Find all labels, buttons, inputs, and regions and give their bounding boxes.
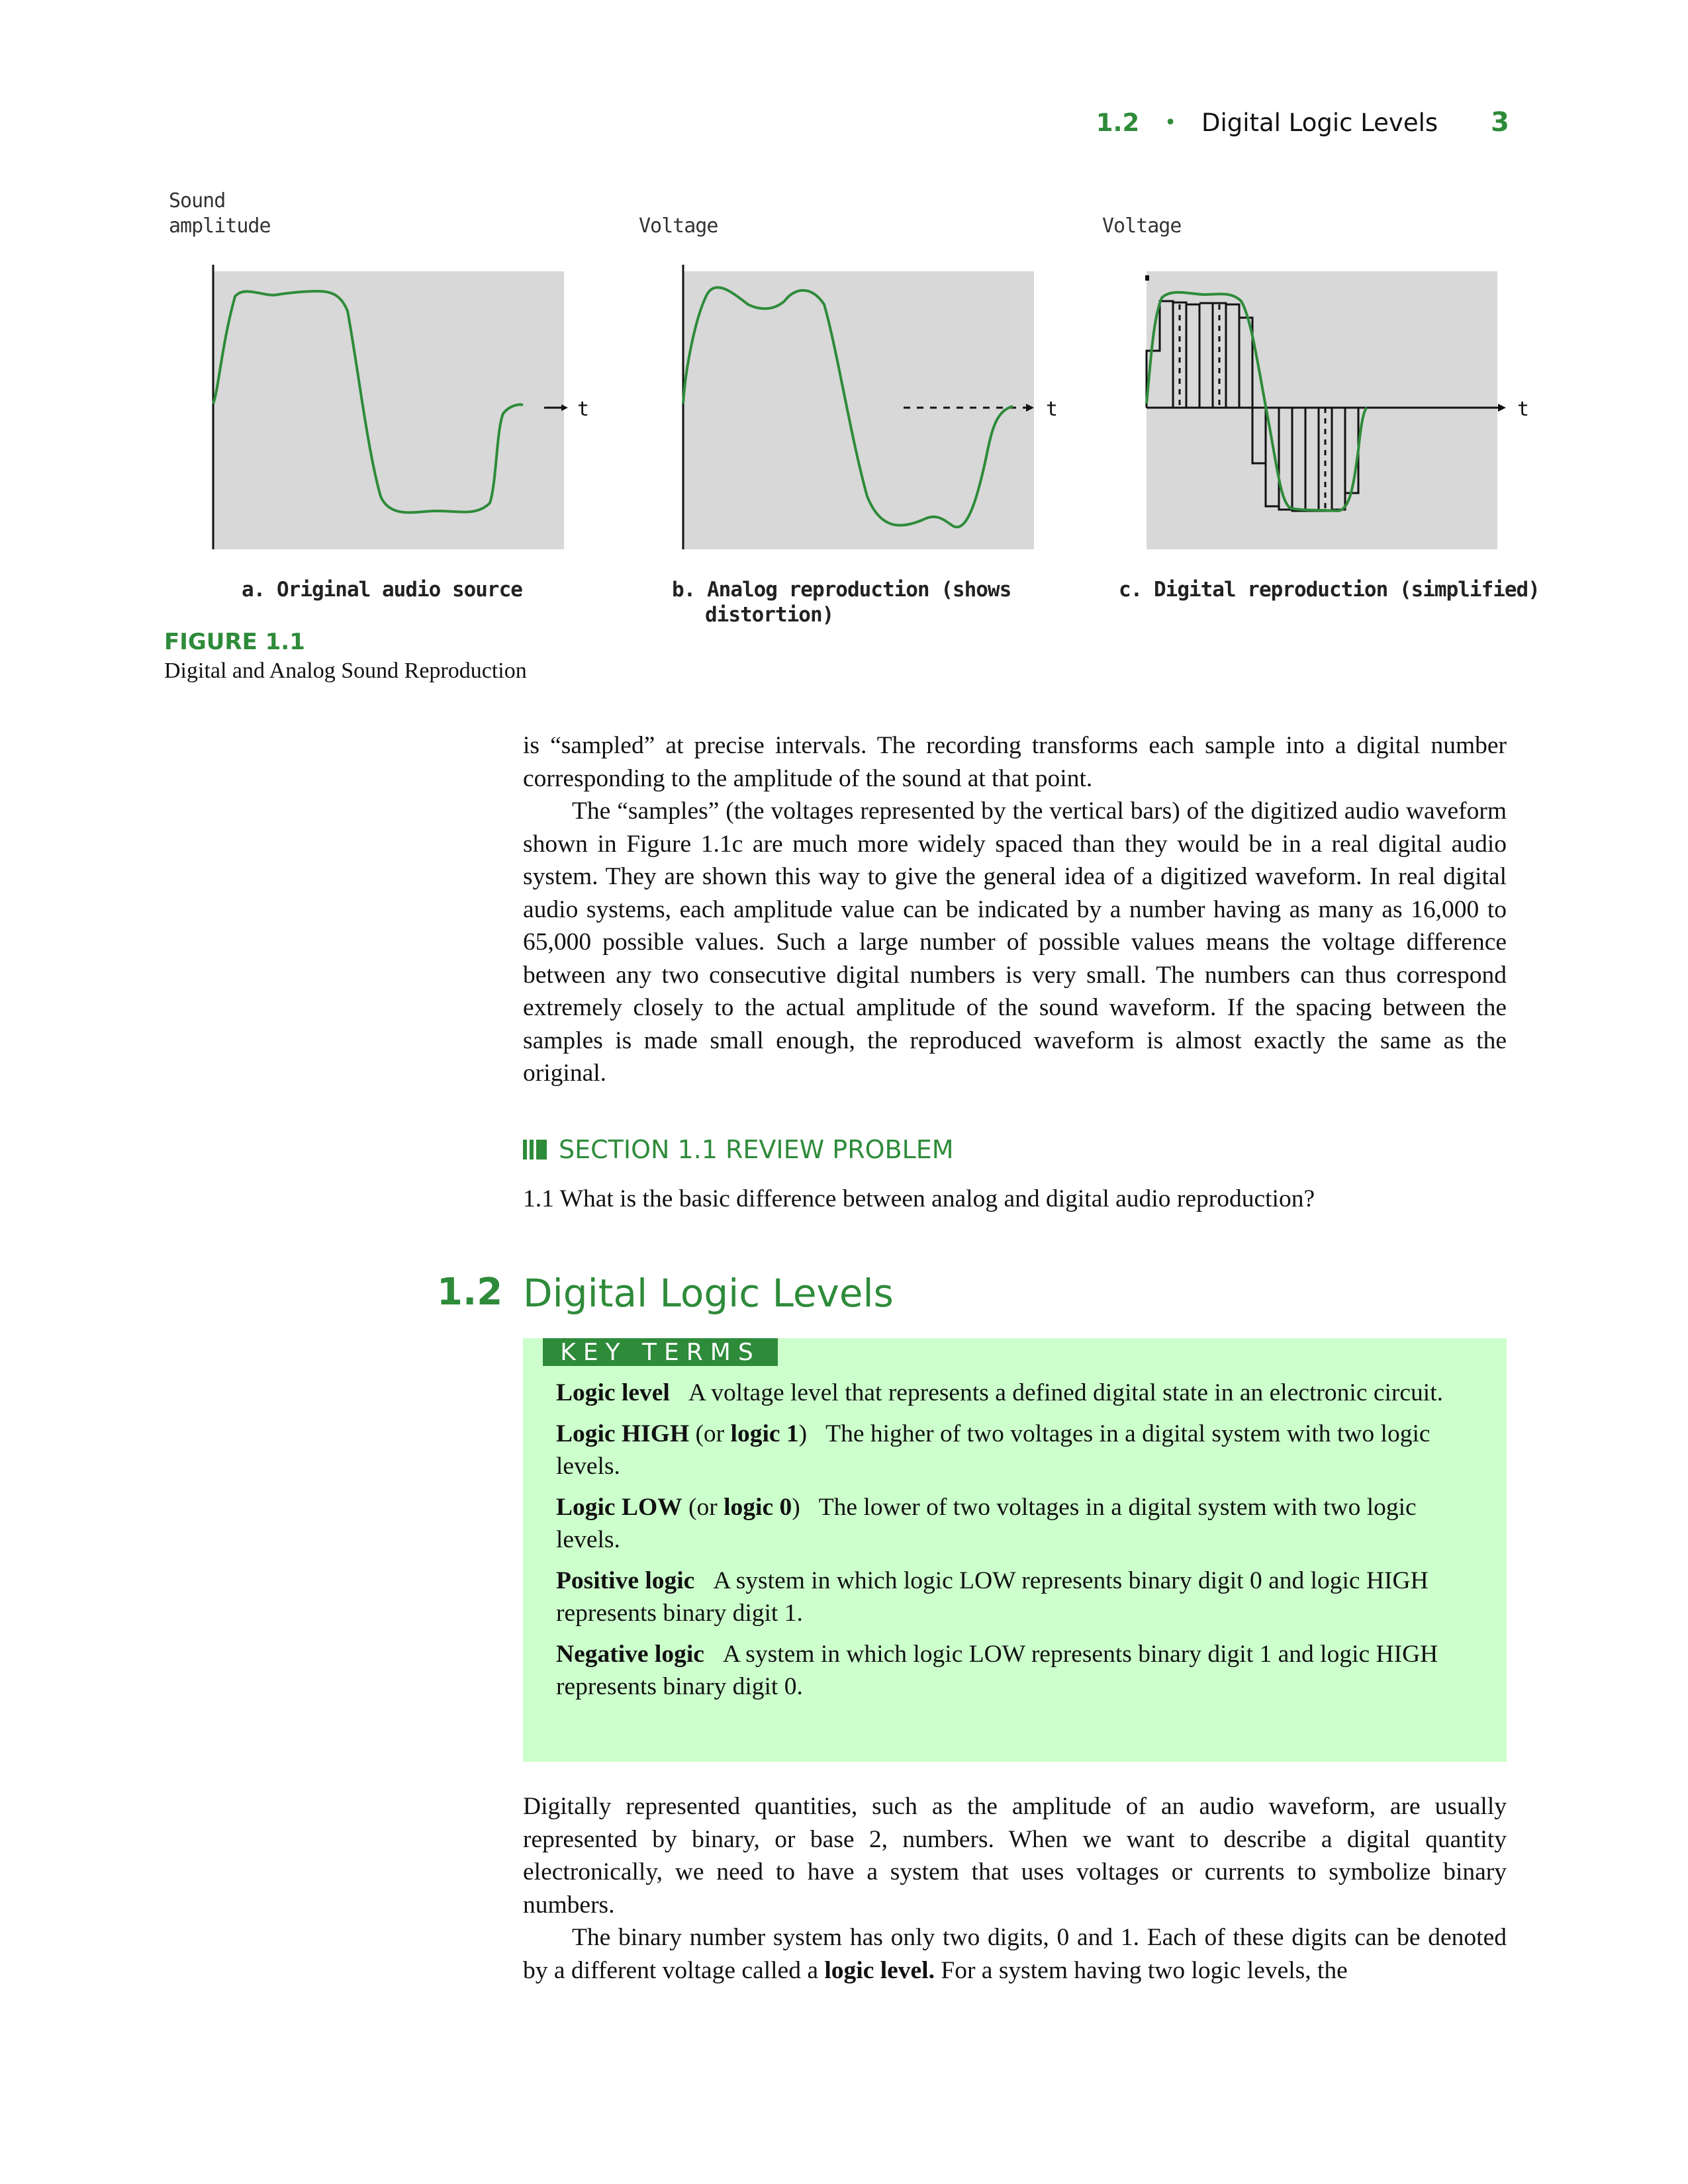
figure-title: Digital and Analog Sound Reproduction xyxy=(164,659,527,683)
header-bullet: • xyxy=(1164,111,1176,134)
key-term: Logic LOW xyxy=(556,1493,682,1521)
panel-b-background xyxy=(683,271,1034,549)
panel-c-caption xyxy=(1119,577,1540,602)
body-bottom-paragraph-1: Digitally represented quantities, such as the amplitude of an audio waveform, are usually represented by binary, or base 2, numbers. When we want to describe a digital quantity electronically, we need to have a system that uses voltages or currents to symbolize binary numbers. xyxy=(523,1793,1507,1919)
key-term-item xyxy=(556,1638,1470,1704)
panel-a-plot xyxy=(205,265,602,556)
key-term-item xyxy=(556,1377,1470,1410)
panel-c-axis-label: t xyxy=(1517,398,1530,421)
review-heading xyxy=(523,1135,954,1164)
panel-a-ylabel-line1: Sound xyxy=(169,189,226,212)
key-term-definition: A system in which logic LOW represents binary digit 0 and logic HIGH represents binary digit 1. xyxy=(556,1567,1429,1627)
key-term-alt-suffix: ) xyxy=(798,1420,808,1447)
panel-a-caption-line1: a. Original audio source xyxy=(242,578,522,602)
key-term: Logic HIGH xyxy=(556,1420,690,1447)
key-term-alt-suffix: ) xyxy=(792,1493,800,1521)
body-bottom-paragraph-2 xyxy=(523,1921,1507,1987)
key-term-definition: The higher of two voltages in a digital system with two logic levels. xyxy=(556,1420,1430,1480)
review-bars-icon xyxy=(523,1140,547,1160)
review-question: 1.1 What is the basic difference between analog and digital audio reproduction? xyxy=(523,1185,1315,1212)
panel-c-y-marker xyxy=(1145,275,1149,281)
key-term-alt-prefix: (or xyxy=(682,1493,724,1521)
key-term: Positive logic xyxy=(556,1567,695,1594)
header-section-number: 1.2 xyxy=(1096,108,1140,137)
key-term-definition: A voltage level that represents a defined digital state in an electronic circuit. xyxy=(688,1379,1444,1406)
body-bottom-p2-before: The binary number system has only two digits, 0 and 1. Each of these digits can be denoted by a different voltage called a xyxy=(523,1924,1507,1984)
panel-c-ylabel xyxy=(1102,214,1181,239)
panel-c-plot xyxy=(1139,265,1536,556)
key-terms-label: KEY TERMS xyxy=(543,1338,778,1366)
panel-b-ylabel-line1: Voltage xyxy=(639,214,718,238)
key-term-item xyxy=(556,1491,1470,1557)
body-bottom-p2-term: logic level. xyxy=(824,1956,935,1984)
key-term-definition: A system in which logic LOW represents binary digit 1 and logic HIGH represents binary digit 0. xyxy=(556,1640,1438,1700)
header-title: Digital Logic Levels xyxy=(1201,108,1438,137)
page-number: 3 xyxy=(1491,107,1509,138)
panel-b-ylabel xyxy=(639,214,718,239)
key-term-item xyxy=(556,1418,1470,1483)
key-term: Negative logic xyxy=(556,1640,704,1668)
panel-a-ylabel xyxy=(169,189,271,239)
panel-c-caption-line1: c. Digital reproduction (simplified) xyxy=(1119,578,1540,602)
key-terms-box xyxy=(523,1338,1507,1762)
panel-c-x-arrow xyxy=(1498,404,1506,412)
review-heading-text: SECTION 1.1 REVIEW PROBLEM xyxy=(559,1135,954,1164)
panel-b-plot xyxy=(675,265,1072,556)
body-top-paragraph-1: is “sampled” at precise intervals. The recording transforms each sample into a digital number corresponding to the amplitude of the sound at that point. xyxy=(523,732,1507,792)
figure-label: FIGURE 1.1 xyxy=(164,629,305,655)
body-bottom-p2-after: For a system having two logic levels, the xyxy=(934,1956,1348,1984)
panel-a-ylabel-line2: amplitude xyxy=(169,214,271,238)
key-term: Logic level xyxy=(556,1379,670,1406)
key-term-definition: The lower of two voltages in a digital system with two logic levels. xyxy=(556,1493,1417,1553)
key-term-item xyxy=(556,1565,1470,1630)
panel-b-caption-line1: b. Analog reproduction (shows xyxy=(672,578,1011,602)
panel-a-x-arrow xyxy=(561,404,568,411)
body-top xyxy=(523,729,1507,1090)
key-terms-list xyxy=(556,1377,1470,1711)
panel-a-caption xyxy=(242,577,522,602)
key-term-alt: logic 0 xyxy=(724,1493,792,1521)
panel-a-axis-label: t xyxy=(577,398,590,421)
key-term-alt-prefix: (or xyxy=(689,1420,731,1447)
key-term-alt: logic 1 xyxy=(730,1420,799,1447)
body-bottom xyxy=(523,1790,1507,1987)
section-number: 1.2 xyxy=(437,1271,503,1314)
panel-b-caption-line2: distortion) xyxy=(705,603,834,627)
panel-b-axis-label: t xyxy=(1046,398,1058,421)
panel-b-caption xyxy=(672,577,1011,627)
panel-c-ylabel-line1: Voltage xyxy=(1102,214,1182,238)
running-header xyxy=(1096,106,1509,139)
section-title: Digital Logic Levels xyxy=(523,1271,894,1316)
body-top-paragraph-2: The “samples” (the voltages represented by the vertical bars) of the digitized audio waveform shown in Figure 1.1c are much more widely spaced than they would be in a real digital audio system. They are shown this way to give the general idea of a digitized waveform. In real digital audio systems, each amplitude value can be indicated by a number having as many as 16,000 to 65,000 possible values. Such a large number of possible values means the voltage difference between any two consecutive digital numbers is very small. The numbers can thus correspond extremely closely to the actual amplitude of the sound waveform. If the spacing between the samples is made small enough, the reproduced waveform is almost exactly the same as the original. xyxy=(523,797,1507,1087)
